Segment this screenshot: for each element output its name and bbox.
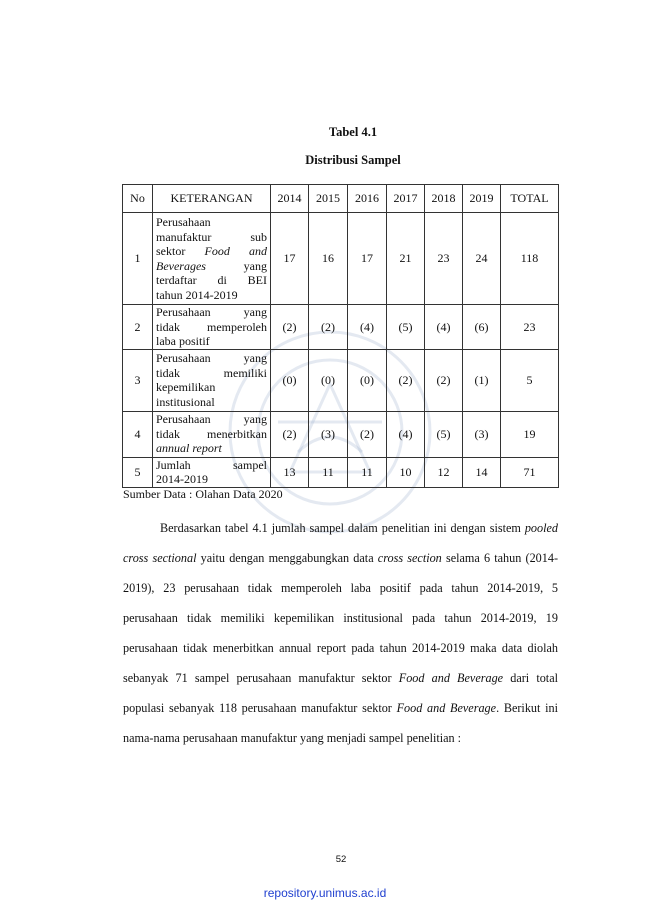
cell-2017: 10	[387, 457, 425, 487]
food-and-italic: Food and	[204, 244, 267, 258]
cell-2017: (2)	[387, 349, 425, 411]
cell-2017: (4)	[387, 411, 425, 457]
cell-2015: 11	[309, 457, 348, 487]
cell-total: 23	[501, 305, 559, 350]
row-number: 1	[123, 213, 153, 305]
description-line: institusional	[156, 394, 215, 409]
cell-2017: 21	[387, 213, 425, 305]
annual-report-italic: annual report	[156, 441, 222, 456]
description-line: sektor Food and	[156, 244, 267, 258]
header-keterangan: KETERANGAN	[153, 185, 271, 213]
cell-2014: (2)	[271, 411, 309, 457]
description-line: laba positif	[156, 334, 210, 348]
row-description	[153, 305, 271, 350]
row-description	[153, 411, 271, 457]
description-line: Jumlah sampel	[156, 457, 267, 472]
header-2017: 2017	[387, 185, 425, 213]
sample-distribution-table	[122, 184, 559, 488]
description-line: manufaktur sub	[156, 229, 267, 244]
header-2015: 2015	[309, 185, 348, 213]
table-row	[123, 411, 559, 457]
cell-2018: 12	[425, 457, 463, 487]
row-description	[153, 349, 271, 411]
description-line: 2014-2019	[156, 472, 208, 486]
row-number: 2	[123, 305, 153, 350]
header-2018: 2018	[425, 185, 463, 213]
cell-2016: 11	[348, 457, 387, 487]
description-line: Perusahaan yang	[156, 351, 267, 365]
row-description	[153, 213, 271, 305]
table-title: Tabel 4.1	[328, 125, 378, 139]
text-run: selama 6 tahun (2014-2019), 23 perusahaan tidak memperoleh laba positif pada tahun 2014-2019, 5 perusahaan tidak memiliki kepemilikan institusional pada tahun 2014-2019, 19 perusahaan tidak menerbitkan annual report pada tahun 2014-2019 maka data diolah sebanyak 71 sampel perusahaan manufaktur sektor	[123, 551, 559, 685]
cell-2015: (0)	[309, 349, 348, 411]
cell-2019: (6)	[463, 305, 501, 350]
description-line	[156, 441, 267, 456]
text-run: . Berikut ini nama-nama perusahaan manufaktur yang menjadi sampel penelitian :	[123, 701, 558, 745]
description-line: tidak memperoleh	[156, 319, 267, 334]
cell-2019: 24	[463, 213, 501, 305]
table-row	[123, 305, 559, 350]
header-2019: 2019	[463, 185, 501, 213]
cell-2016: (0)	[348, 349, 387, 411]
italic-term: cross section	[377, 551, 442, 565]
cell-2016: 17	[348, 213, 387, 305]
table-header-row	[123, 185, 559, 213]
cell-total: 5	[501, 349, 559, 411]
cell-2014: (0)	[271, 349, 309, 411]
description-line: tidak menerbitkan	[156, 426, 267, 441]
italic-term: Food and Beverage	[396, 701, 497, 715]
cell-2019: (1)	[463, 349, 501, 411]
description-line: Perusahaan	[156, 215, 211, 229]
body-paragraph	[123, 513, 558, 753]
description-line: Perusahaan yang	[156, 412, 267, 427]
cell-total: 19	[501, 411, 559, 457]
header-2014: 2014	[271, 185, 309, 213]
description-line: terdaftar di BEI	[156, 273, 267, 287]
text-run: yaitu dengan menggabungkan data	[196, 551, 378, 565]
description-line: Perusahaan yang	[156, 305, 267, 319]
table-row	[123, 457, 559, 487]
cell-total: 118	[501, 213, 559, 305]
italic-term: pooled cross sectional	[123, 521, 558, 565]
beverages-italic: Beverages	[156, 258, 206, 273]
table-row	[123, 213, 559, 305]
text-run: dari total populasi sebanyak 118 perusahaan manufaktur sektor	[123, 671, 558, 715]
italic-term: Food and Beverage	[398, 671, 504, 685]
cell-2015: (3)	[309, 411, 348, 457]
cell-2016: (4)	[348, 305, 387, 350]
cell-2014: 13	[271, 457, 309, 487]
cell-2018: 23	[425, 213, 463, 305]
cell-total: 71	[501, 457, 559, 487]
cell-2019: (3)	[463, 411, 501, 457]
repository-link[interactable]: repository.unimus.ac.id	[263, 886, 387, 900]
description-line: tahun 2014-2019	[156, 287, 238, 302]
page-number: 52	[335, 854, 347, 865]
row-number: 4	[123, 411, 153, 457]
cell-2015: (2)	[309, 305, 348, 350]
cell-2015: 16	[309, 213, 348, 305]
paragraph-text	[123, 513, 558, 753]
row-number: 5	[123, 457, 153, 487]
table-row	[123, 349, 559, 411]
cell-2018: (5)	[425, 411, 463, 457]
cell-2014: 17	[271, 213, 309, 305]
row-description	[153, 457, 271, 487]
cell-2017: (5)	[387, 305, 425, 350]
table-subtitle: Distribusi Sampel	[305, 153, 401, 167]
description-line: tidak memiliki	[156, 365, 267, 380]
header-total: TOTAL	[501, 185, 559, 213]
cell-2016: (2)	[348, 411, 387, 457]
description-line: kepemilikan	[156, 380, 216, 394]
cell-2014: (2)	[271, 305, 309, 350]
text-run: Berdasarkan tabel 4.1 jumlah sampel dalam penelitian ini dengan sistem	[160, 521, 525, 535]
header-no: No	[123, 185, 153, 213]
cell-2018: (2)	[425, 349, 463, 411]
table-source-note: Sumber Data : Olahan Data 2020	[123, 487, 283, 501]
header-2016: 2016	[348, 185, 387, 213]
description-line: Beverages yang	[156, 258, 267, 273]
cell-2019: 14	[463, 457, 501, 487]
cell-2018: (4)	[425, 305, 463, 350]
row-number: 3	[123, 349, 153, 411]
